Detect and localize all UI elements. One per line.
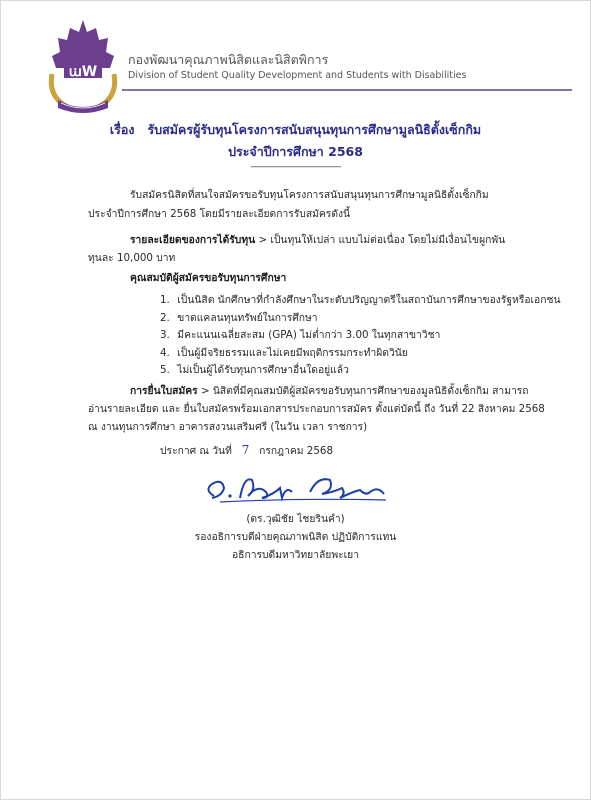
grant-details-text: > เป็นทุนให้เปล่า แบบไม่ต่อเนื่อง โดยไม่มีเงื่อนไขผูกพัน (258, 234, 506, 246)
university-logo-icon (44, 18, 122, 114)
application-line-2: อ่านรายละเอียด และ ยื่นใบสมัครพร้อมเอกสารประกอบการสมัคร ตั้งแต่บัดนี้ ถึง วันที่ 22 สิงหาคม 2568 (88, 403, 545, 415)
subject-line-2: ประจำปีการศึกษา 2568 (228, 144, 363, 159)
signatory-name: (ดร.วุฒิชัย ไชยรินคำ) (246, 513, 345, 525)
org-name-english: Division of Student Quality Development and Students with Disabilities (128, 70, 467, 81)
grant-amount: ทุนละ 10,000 บาท (88, 252, 176, 264)
header-divider (122, 89, 572, 91)
subject-label: เรื่อง (109, 122, 135, 137)
list-item: 4. เป็นผู้มีจริยธรรมและไม่เคยมีพฤติกรรมกระทำผิดวินัย (160, 347, 408, 359)
application-label: การยื่นใบสมัคร (130, 385, 198, 397)
list-item: 1. เป็นนิสิต นักศึกษาที่กำลังศึกษาในระดับปริญญาตรีในสถาบันการศึกษาของรัฐหรือเอกชน (160, 294, 561, 306)
announce-month-year: กรกฎาคม 2568 (259, 445, 334, 457)
grant-details-label: รายละเอียดของการได้รับทุน (130, 234, 256, 246)
intro-line-2: ประจำปีการศึกษา 2568 โดยมีรายละเอียดการรับสมัครดังนี้ (88, 208, 351, 220)
grant-details (130, 232, 505, 248)
list-item: 3. มีคะแนนเฉลี่ยสะสม (GPA) ไม่ต่ำกว่า 3.00 ในทุกสาขาวิชา (160, 329, 441, 341)
application-line-3: ณ งานทุนการศึกษา อาคารสงวนเสริมศรี (ในวัน เวลา ราชการ) (88, 421, 368, 433)
announce-date (160, 442, 333, 459)
svg-text:ꭐW: ꭐW (68, 64, 98, 80)
intro-line-1: รับสมัครนิสิตที่สนใจสมัครขอรับทุนโครงการสนับสนุนทุนการศึกษามูลนิธิตั้งเซ็กกิม (130, 189, 489, 201)
application-line-1: การยื่นใบสมัคร > นิสิตที่มีคุณสมบัติผู้สมัครขอรับทุนการศึกษาของมูลนิธิตั้งเซ็กกิม สามารถ (130, 385, 529, 397)
subject-line-1 (0, 118, 591, 142)
subject-title: รับสมัครผู้รับทุนโครงการสนับสนุนทุนการศึกษามูลนิธิตั้งเซ็กกิม (147, 122, 482, 137)
list-item: 2. ขาดแคลนทุนทรัพย์ในการศึกษา (160, 312, 318, 324)
signatory-position-1: รองอธิการบดีฝ่ายคุณภาพนิสิต ปฏิบัติการแทน (194, 531, 397, 543)
signature-icon (200, 462, 400, 510)
signatory-position-2: อธิการบดีมหาวิทยาลัยพะเยา (232, 549, 359, 561)
subject-divider: ---------------------------------------- (250, 162, 341, 172)
list-item: 5. ไม่เป็นผู้ได้รับทุนการศึกษาอื่นใดอยู่แล้ว (160, 364, 349, 376)
announce-prefix: ประกาศ ณ วันที่ (160, 445, 232, 457)
org-name-thai: กองพัฒนาคุณภาพนิสิตและนิสิตพิการ (128, 52, 329, 67)
qualifications-heading: คุณสมบัติผู้สมัครขอรับทุนการศึกษา (130, 272, 287, 284)
announce-day: 7 (241, 443, 250, 457)
